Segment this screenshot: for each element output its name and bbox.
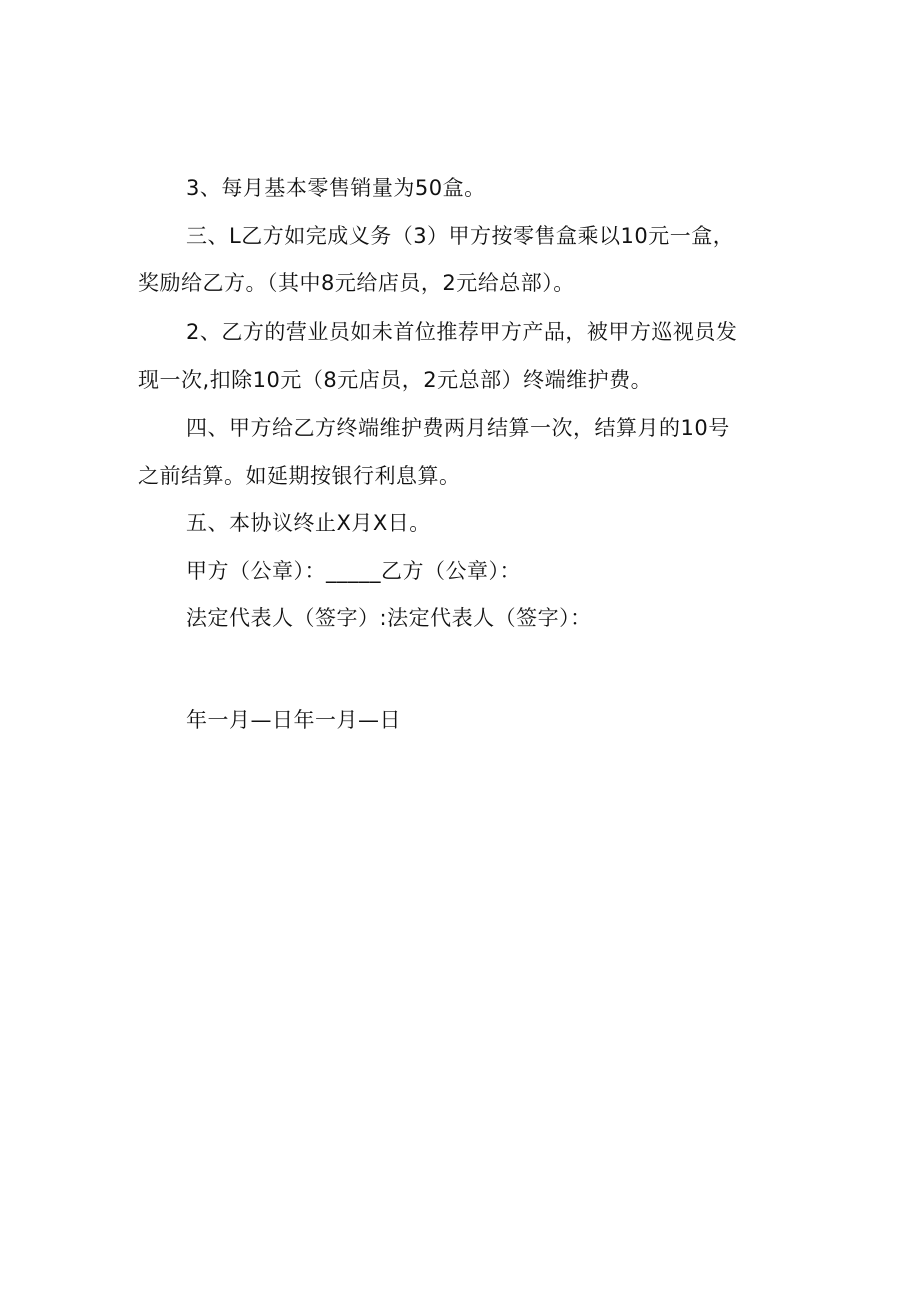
clause-item-3: 3、每月基本零售销量为50盒。 [186,176,486,200]
section-4-line-1: 四、甲方给乙方终端维护费两月结算一次，结算月的10号 [186,416,730,440]
section-4-line-2: 之前结算。如延期按银行利息算。 [138,464,461,488]
clause-item-2-line-1: 2、乙方的营业员如未首位推荐甲方产品，被甲方巡视员发 [186,320,738,344]
date-line: 年一月—日年一月—日 [186,708,401,732]
signature-line: 法定代表人（签字）:法定代表人（签字）： [186,606,592,630]
section-3-line-2: 奖励给乙方。（其中8元给店员，2元给总部）。 [138,271,575,295]
clause-item-2-line-2: 现一次,扣除10元（8元店员，2元总部）终端维护费。 [138,368,653,392]
section-3-line-1: 三、L乙方如完成义务（3）甲方按零售盒乘以10元一盒， [186,224,735,248]
section-5: 五、本协议终止X月X日。 [186,511,431,535]
seal-line: 甲方（公章）：_____乙方（公章）： [186,559,521,583]
